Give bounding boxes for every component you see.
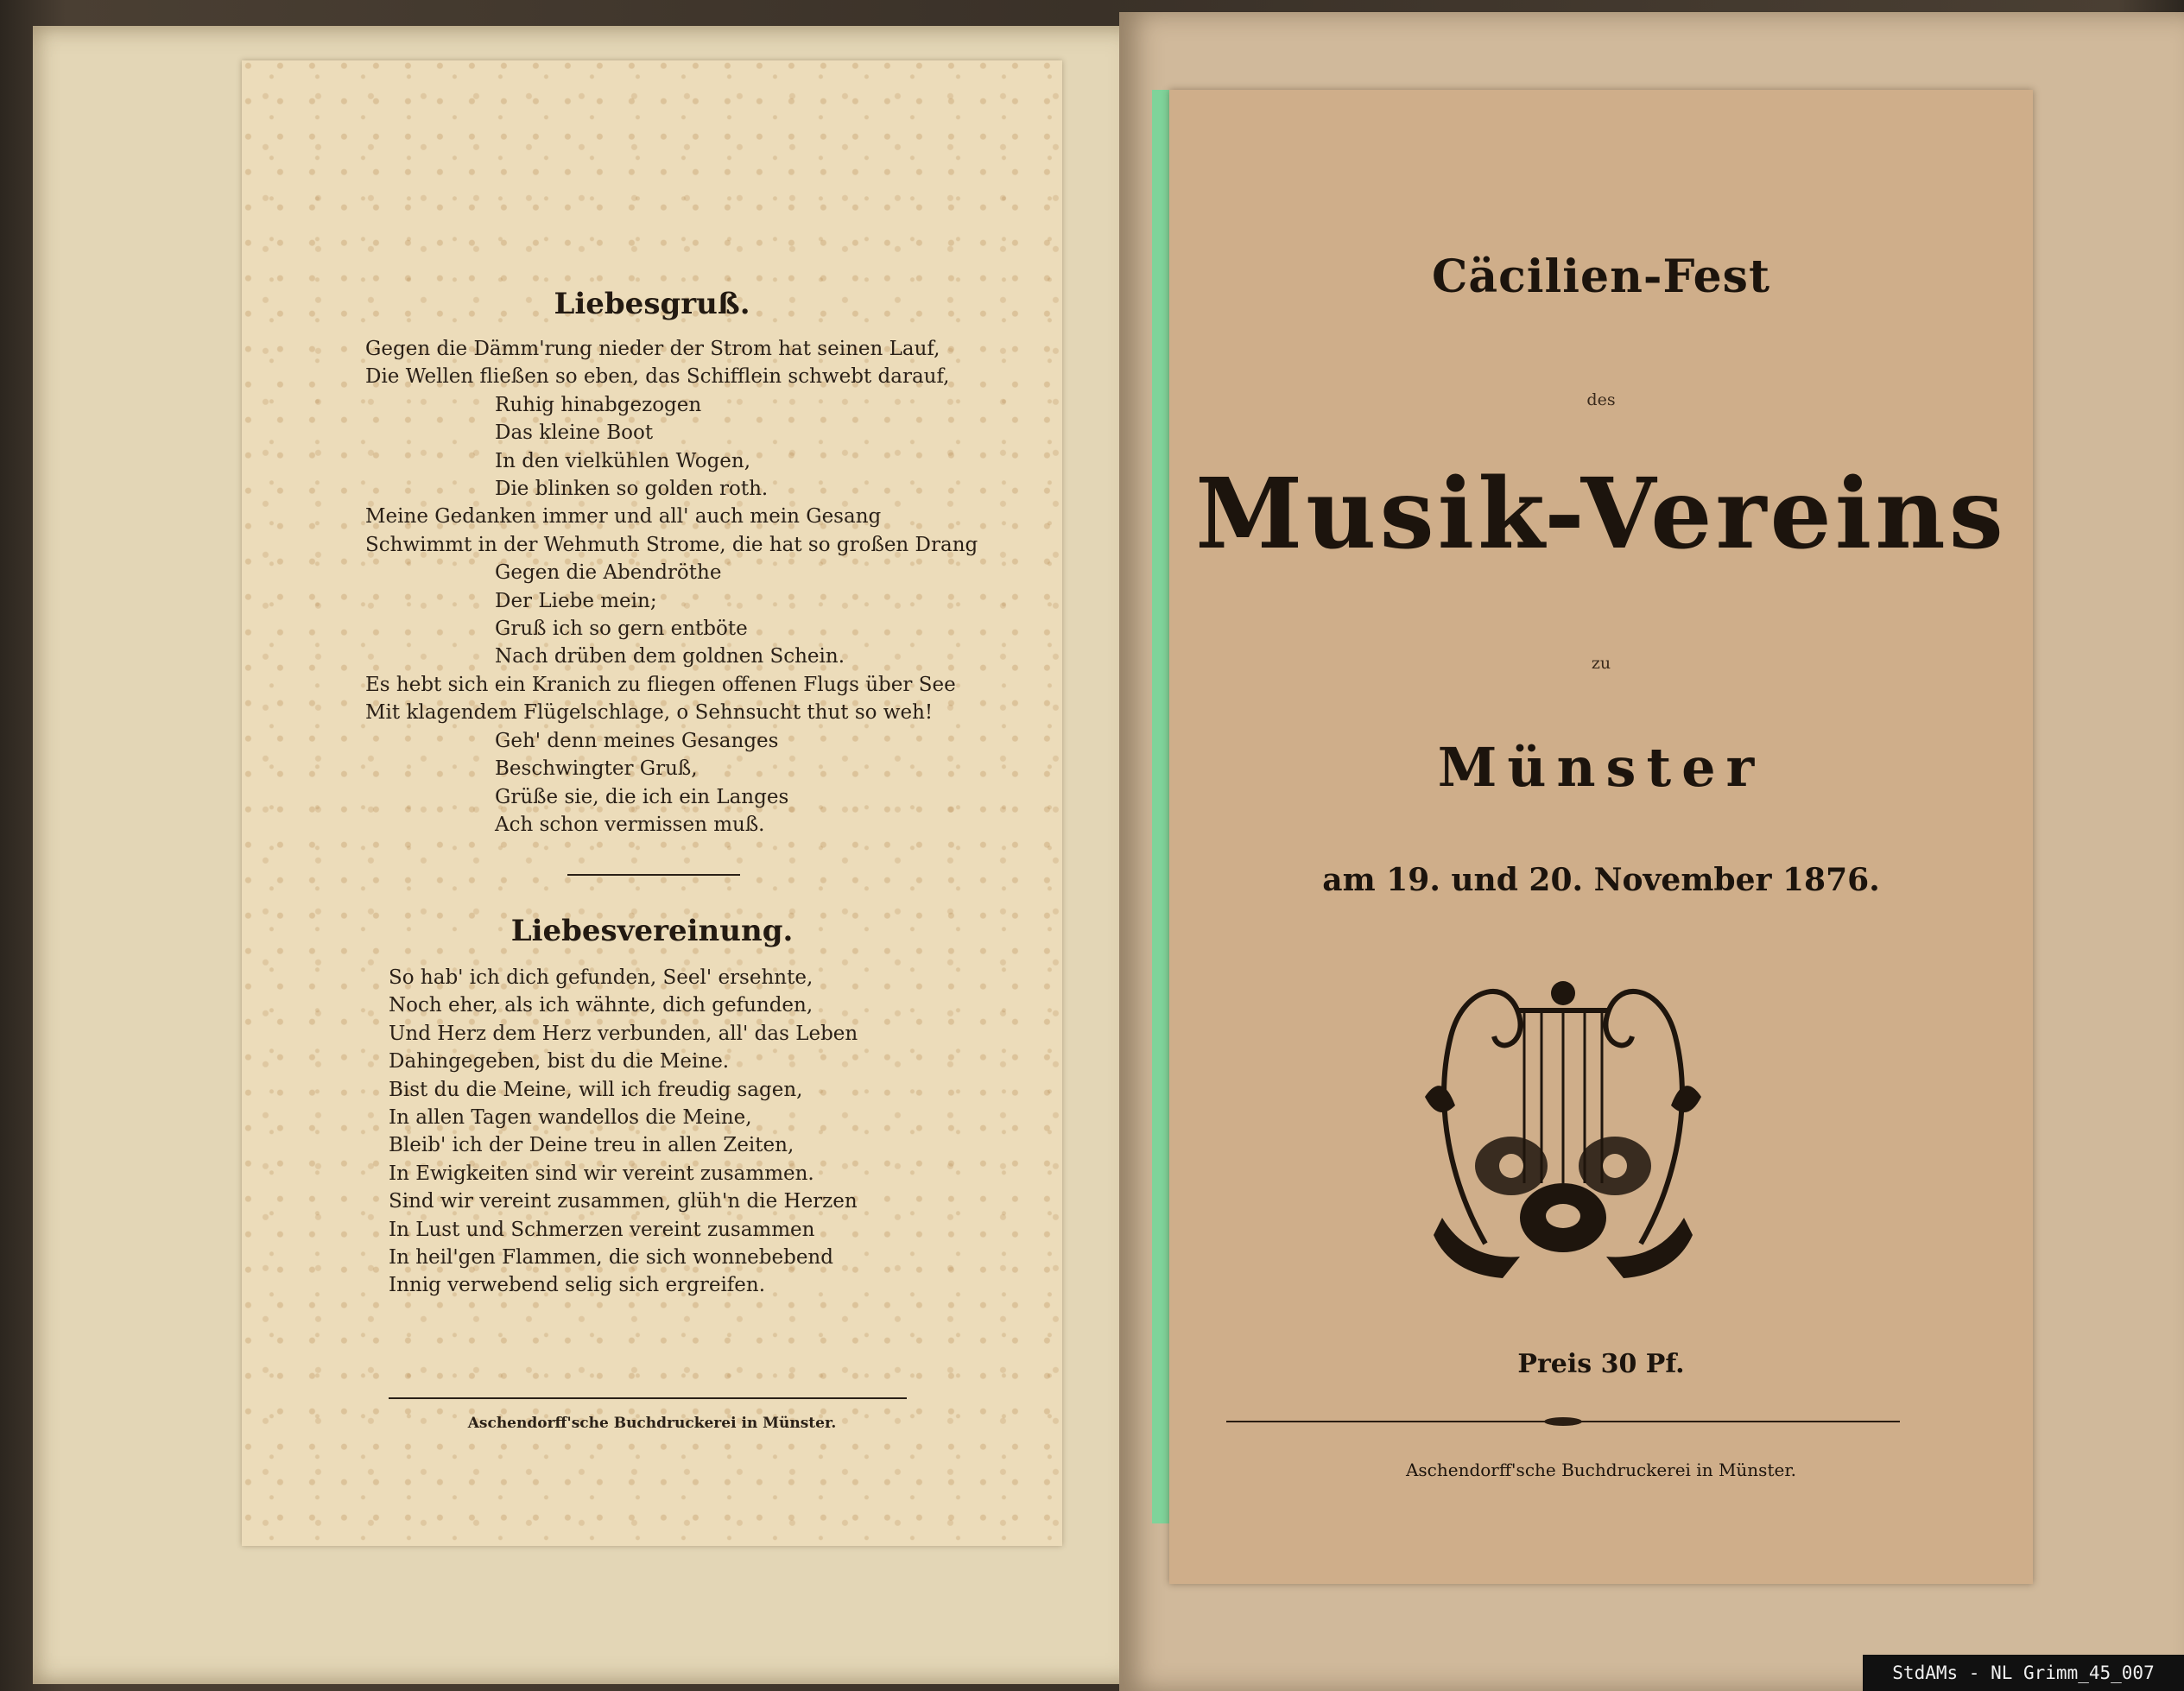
poem-line: In Ewigkeiten sind wir vereint zusammen. [389, 1162, 814, 1185]
poem-line: So hab' ich dich gefunden, Seel' ersehnte, [389, 966, 813, 989]
poem-line: Bist du die Meine, will ich freudig sagen, [389, 1078, 803, 1101]
poem-line: Meine Gedanken immer und all' auch mein Gesang [365, 505, 882, 529]
poem-line: In heil'gen Flammen, die sich wonnebebend [389, 1246, 833, 1270]
left-imprint: Aschendorff'sche Buchdruckerei in Münster. [467, 1415, 837, 1432]
poem-line: Die blinken so golden roth. [495, 478, 769, 501]
poem-line: Die Wellen fließen so eben, das Schifflein schwebt darauf, [365, 365, 950, 389]
poem-line: Gegen die Abendröthe [495, 561, 722, 585]
poem-line: Bleib' ich der Deine treu in allen Zeiten, [389, 1134, 794, 1157]
section-divider [567, 874, 740, 876]
poem-line: Dahingegeben, bist du die Meine. [389, 1050, 730, 1074]
poem-line: Mit klagendem Flügelschlage, o Sehnsucht thut so weh! [365, 701, 934, 725]
archive-reference-label: StdAMs - NL Grimm_45_007 [1863, 1655, 2184, 1691]
poem-title-liebesgruss: Liebesgruß. [554, 287, 750, 321]
title-caecilien-fest: Cäcilien-Fest [1432, 250, 1770, 303]
poem-line: Der Liebe mein; [495, 589, 657, 612]
poem-line: Innig verwebend selig sich ergreifen. [389, 1274, 766, 1297]
poem-liebesgruss-lines [365, 335, 978, 839]
price-label: Preis 30 Pf. [1517, 1349, 1685, 1379]
poem-line: Das kleine Boot [495, 421, 654, 445]
poem-line: Gruß ich so gern entböte [495, 618, 748, 641]
poem-liebesvereinung-lines [389, 964, 858, 1300]
right-imprint: Aschendorff'sche Buchdruckerei in Münster. [1405, 1460, 1797, 1480]
city-muenster: Münster [1437, 736, 1765, 799]
poem-line: In Lust und Schmerzen vereint zusammen [389, 1218, 815, 1241]
title-musik-vereins: Musik-Vereins [1195, 458, 2007, 571]
green-paper-edge [1152, 90, 1171, 1523]
poem-line: In den vielkühlen Wogen, [495, 449, 751, 472]
poem-line: Schwimmt in der Wehmuth Strome, die hat so großen Drang [365, 533, 978, 556]
poem-line: Nach drüben dem goldnen Schein. [495, 645, 845, 668]
poem-line: In allen Tagen wandellos die Meine, [389, 1106, 752, 1130]
poem-title-liebesvereinung: Liebesvereinung. [510, 914, 794, 948]
poem-line: Es hebt sich ein Kranich zu fliegen offenen Flugs über See [365, 673, 956, 696]
poem-line: Ruhig hinabgezogen [495, 393, 702, 416]
left-page-sheet [242, 60, 1062, 1546]
lyre-ornament-icon [1416, 959, 1710, 1278]
imprint-rule [389, 1397, 907, 1399]
festival-date: am 19. und 20. November 1876. [1322, 862, 1880, 898]
poem-line: Sind wir vereint zusammen, glüh'n die Herzen [389, 1190, 858, 1213]
poem-line: Gegen die Dämm'rung nieder der Strom hat seinen Lauf, [365, 338, 940, 360]
poem-line: Ach schon vermissen muß. [495, 813, 765, 836]
word-zu: zu [1591, 654, 1611, 673]
word-des: des [1586, 390, 1616, 409]
poem-line: Geh' denn meines Gesanges [495, 729, 779, 752]
poem-line: Und Herz dem Herz verbunden, all' das Leben [389, 1022, 858, 1045]
poem-line: Noch eher, als ich wähnte, dich gefunden, [389, 994, 813, 1017]
ornamental-rule [1226, 1416, 1900, 1427]
poem-line: Grüße sie, die ich ein Langes [495, 785, 789, 808]
poem-line: Beschwingter Gruß, [495, 757, 698, 781]
